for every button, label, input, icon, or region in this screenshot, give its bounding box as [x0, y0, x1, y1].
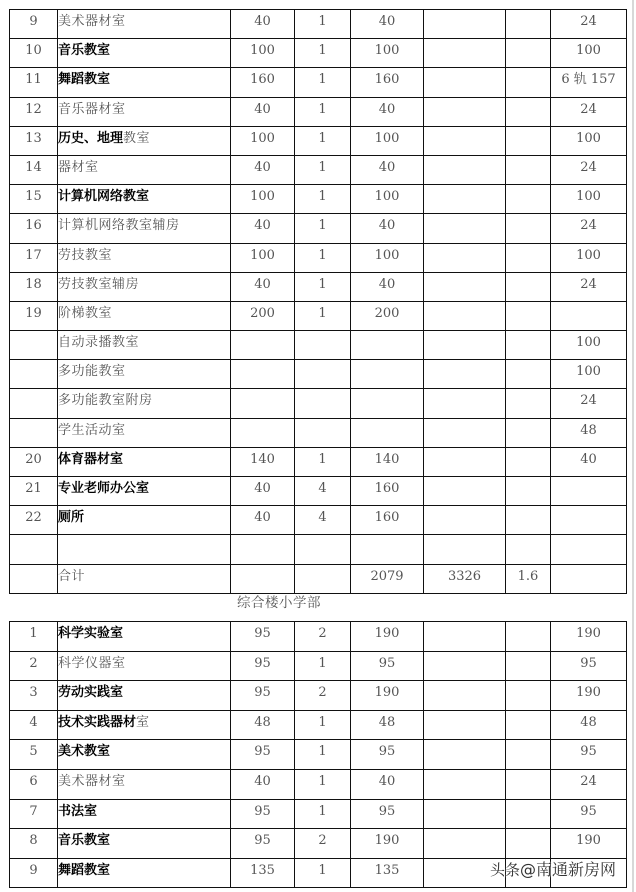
column-7-cell: 100 — [551, 39, 627, 68]
unit-area-cell: 160 — [231, 68, 295, 97]
table-row — [10, 39, 627, 68]
bold-text: 科学实验室 — [58, 626, 124, 641]
column-5-cell — [424, 360, 506, 389]
room-count-cell: 1 — [295, 447, 351, 476]
unit-area-cell: 40 — [231, 97, 295, 126]
bold-text: 音乐教室 — [58, 43, 111, 59]
total-area-cell: 100 — [351, 126, 424, 155]
column-5-cell: 3326 — [424, 564, 506, 593]
row-number-cell: 6 — [10, 769, 58, 799]
column-7-cell: 24 — [551, 272, 627, 301]
room-count-cell: 1 — [295, 214, 351, 243]
table-row — [10, 477, 627, 506]
row-number-cell: 5 — [10, 740, 58, 770]
column-7-cell: 24 — [551, 389, 627, 418]
column-7-cell — [551, 506, 627, 535]
table-row — [10, 214, 627, 243]
column-7-cell: 95 — [551, 740, 627, 770]
column-5-cell — [424, 243, 506, 272]
bold-text: 舞蹈教室 — [58, 862, 111, 878]
room-name-cell — [58, 301, 231, 330]
room-name-cell — [58, 651, 231, 681]
plain-text: 多功能教室 — [58, 364, 126, 380]
column-5-cell — [424, 389, 506, 418]
table-row — [10, 769, 627, 799]
room-count-cell — [295, 535, 351, 564]
plain-text: 阶梯教室 — [58, 305, 113, 321]
column-6-cell — [506, 272, 551, 301]
total-area-cell — [351, 418, 424, 447]
bold-text: 厕所 — [58, 510, 85, 526]
plain-text: 器材室 — [58, 159, 99, 175]
column-6-cell — [506, 97, 551, 126]
room-name-cell — [58, 681, 231, 711]
room-name-cell — [58, 829, 231, 859]
row-number-cell: 22 — [10, 506, 58, 535]
room-count-cell: 1 — [295, 97, 351, 126]
column-5-cell — [424, 418, 506, 447]
table-row — [10, 564, 627, 593]
total-area-cell: 190 — [351, 829, 424, 859]
unit-area-cell: 48 — [231, 710, 295, 740]
room-count-cell: 1 — [295, 243, 351, 272]
unit-area-cell: 100 — [231, 243, 295, 272]
column-7-cell — [551, 564, 627, 593]
total-area-cell: 135 — [351, 858, 424, 888]
column-6-cell — [506, 799, 551, 829]
plain-text: 美术器材室 — [58, 14, 126, 29]
room-count-cell: 1 — [295, 68, 351, 97]
row-number-cell — [10, 535, 58, 564]
room-count-cell: 2 — [295, 681, 351, 711]
unit-area-cell — [231, 564, 295, 593]
bold-text: 体育器材室 — [58, 451, 124, 467]
column-7-cell: 24 — [551, 155, 627, 184]
classroom-table-primary — [9, 621, 627, 888]
room-name-cell — [58, 360, 231, 389]
column-6-cell — [506, 155, 551, 184]
plain-text: 自动录播教室 — [58, 335, 140, 351]
column-5-cell — [424, 447, 506, 476]
total-area-cell: 95 — [351, 740, 424, 770]
room-name-cell — [58, 155, 231, 184]
room-name-cell — [58, 68, 231, 97]
room-count-cell — [295, 360, 351, 389]
column-6-cell — [506, 39, 551, 68]
row-number-cell: 10 — [10, 39, 58, 68]
column-5-cell — [424, 799, 506, 829]
column-5-cell — [424, 651, 506, 681]
plain-text: 多功能教室附房 — [58, 393, 153, 409]
room-count-cell: 1 — [295, 740, 351, 770]
room-count-cell: 1 — [295, 710, 351, 740]
unit-area-cell: 95 — [231, 829, 295, 859]
room-count-cell: 1 — [295, 126, 351, 155]
column-5-cell — [424, 681, 506, 711]
column-5-cell — [424, 535, 506, 564]
table-row — [10, 243, 627, 272]
column-7-cell: 48 — [551, 710, 627, 740]
column-5-cell — [424, 829, 506, 859]
column-6-cell — [506, 622, 551, 652]
unit-area-cell — [231, 535, 295, 564]
column-5-cell — [424, 331, 506, 360]
unit-area-cell: 40 — [231, 10, 295, 39]
total-area-cell: 160 — [351, 506, 424, 535]
total-area-cell: 40 — [351, 272, 424, 301]
table-row — [10, 622, 627, 652]
column-5-cell — [424, 185, 506, 214]
unit-area-cell: 135 — [231, 858, 295, 888]
room-count-cell: 1 — [295, 858, 351, 888]
row-number-cell: 8 — [10, 829, 58, 859]
row-number-cell: 12 — [10, 97, 58, 126]
table-row — [10, 799, 627, 829]
table-row — [10, 651, 627, 681]
room-count-cell: 2 — [295, 829, 351, 859]
column-5-cell — [424, 155, 506, 184]
room-name-cell — [58, 389, 231, 418]
unit-area-cell: 40 — [231, 506, 295, 535]
table-row — [10, 10, 627, 39]
column-7-cell: 100 — [551, 185, 627, 214]
column-5-cell — [424, 39, 506, 68]
total-area-cell: 48 — [351, 710, 424, 740]
room-count-cell: 1 — [295, 155, 351, 184]
column-7-cell: 100 — [551, 360, 627, 389]
plain-text: 音乐器材室 — [58, 101, 126, 117]
bold-text: 舞蹈教室 — [58, 72, 111, 88]
room-name-cell — [58, 331, 231, 360]
column-6-cell — [506, 243, 551, 272]
row-number-cell: 7 — [10, 799, 58, 829]
table-row — [10, 97, 627, 126]
unit-area-cell: 40 — [231, 477, 295, 506]
row-number-cell: 20 — [10, 447, 58, 476]
column-7-cell — [551, 535, 627, 564]
column-5-cell — [424, 214, 506, 243]
unit-area-cell: 95 — [231, 622, 295, 652]
total-area-cell — [351, 360, 424, 389]
unit-area-cell: 100 — [231, 39, 295, 68]
column-5-cell — [424, 68, 506, 97]
row-number-cell — [10, 360, 58, 389]
total-area-cell: 160 — [351, 477, 424, 506]
room-count-cell: 4 — [295, 477, 351, 506]
unit-area-cell: 95 — [231, 740, 295, 770]
total-area-cell: 40 — [351, 155, 424, 184]
plain-text: 室 — [136, 714, 150, 730]
total-area-cell: 95 — [351, 651, 424, 681]
column-5-cell — [424, 477, 506, 506]
table-row — [10, 447, 627, 476]
total-area-cell: 40 — [351, 214, 424, 243]
room-name-cell — [58, 214, 231, 243]
column-6-cell — [506, 447, 551, 476]
room-name-cell — [58, 506, 231, 535]
column-7-cell: 190 — [551, 681, 627, 711]
row-number-cell: 2 — [10, 651, 58, 681]
column-7-cell: 100 — [551, 331, 627, 360]
column-6-cell — [506, 535, 551, 564]
classroom-table-upper — [9, 9, 627, 594]
table-row — [10, 301, 627, 330]
total-area-cell: 40 — [351, 769, 424, 799]
table-row — [10, 126, 627, 155]
room-name-cell — [58, 126, 231, 155]
watermark — [490, 857, 616, 880]
column-7-cell: 95 — [551, 799, 627, 829]
room-name-cell — [58, 243, 231, 272]
table-row — [10, 272, 627, 301]
table-row — [10, 535, 627, 564]
column-7-cell: 100 — [551, 243, 627, 272]
row-number-cell: 11 — [10, 68, 58, 97]
column-6-cell — [506, 829, 551, 859]
table-row — [10, 418, 627, 447]
room-count-cell: 1 — [295, 651, 351, 681]
row-number-cell: 21 — [10, 477, 58, 506]
table-row — [10, 331, 627, 360]
room-count-cell: 1 — [295, 799, 351, 829]
unit-area-cell — [231, 418, 295, 447]
room-count-cell: 1 — [295, 301, 351, 330]
bold-text: 美术教室 — [58, 744, 111, 760]
total-area-cell: 95 — [351, 799, 424, 829]
room-count-cell: 4 — [295, 506, 351, 535]
column-6-cell — [506, 389, 551, 418]
row-number-cell — [10, 418, 58, 447]
total-area-cell: 100 — [351, 243, 424, 272]
table-row — [10, 155, 627, 184]
row-number-cell: 17 — [10, 243, 58, 272]
row-number-cell: 19 — [10, 301, 58, 330]
table-row — [10, 740, 627, 770]
column-5-cell — [424, 710, 506, 740]
room-count-cell: 1 — [295, 39, 351, 68]
plain-text: 计算机网络教室辅房 — [58, 218, 180, 234]
room-name-cell — [58, 535, 231, 564]
column-5-cell — [424, 622, 506, 652]
plain-text: 科学仪器室 — [58, 655, 126, 671]
column-7-cell — [551, 477, 627, 506]
column-5-cell — [424, 740, 506, 770]
plain-text: 美术器材室 — [58, 773, 126, 789]
total-area-cell: 200 — [351, 301, 424, 330]
table-body — [10, 10, 627, 594]
room-name-cell — [58, 564, 231, 593]
unit-area-cell: 95 — [231, 651, 295, 681]
column-5-cell — [424, 506, 506, 535]
total-area-cell — [351, 535, 424, 564]
bold-text: 计算机网络教室 — [58, 189, 150, 205]
room-count-cell: 2 — [295, 622, 351, 652]
room-count-cell — [295, 389, 351, 418]
table-row — [10, 506, 627, 535]
room-name-cell — [58, 97, 231, 126]
row-number-cell — [10, 331, 58, 360]
column-5-cell — [424, 97, 506, 126]
row-number-cell: 1 — [10, 622, 58, 652]
watermark-prefix: 头条 — [490, 861, 521, 879]
room-name-cell — [58, 185, 231, 214]
total-area-cell: 160 — [351, 68, 424, 97]
total-area-cell: 190 — [351, 622, 424, 652]
total-area-cell: 2079 — [351, 564, 424, 593]
column-5-cell — [424, 126, 506, 155]
total-area-cell: 100 — [351, 39, 424, 68]
watermark-handle: @南通新房网 — [520, 860, 617, 879]
row-number-cell: 13 — [10, 126, 58, 155]
room-name-cell — [58, 10, 231, 39]
column-6-cell: 1.6 — [506, 564, 551, 593]
room-count-cell: 1 — [295, 10, 351, 39]
column-6-cell — [506, 651, 551, 681]
page-edge — [632, 0, 634, 892]
total-area-cell: 140 — [351, 447, 424, 476]
column-6-cell — [506, 477, 551, 506]
bold-text: 音乐教室 — [58, 833, 111, 849]
plain-text: 学生活动室 — [58, 422, 126, 438]
table-row — [10, 360, 627, 389]
room-name-cell — [58, 39, 231, 68]
total-area-cell — [351, 389, 424, 418]
room-name-cell — [58, 477, 231, 506]
column-6-cell — [506, 10, 551, 39]
unit-area-cell — [231, 389, 295, 418]
column-6-cell — [506, 740, 551, 770]
column-6-cell — [506, 769, 551, 799]
unit-area-cell — [231, 360, 295, 389]
row-number-cell — [10, 564, 58, 593]
row-number-cell: 4 — [10, 710, 58, 740]
column-7-cell: 95 — [551, 651, 627, 681]
column-7-cell: 100 — [551, 126, 627, 155]
column-7-cell: 190 — [551, 622, 627, 652]
room-count-cell — [295, 331, 351, 360]
table-row — [10, 68, 627, 97]
plain-text: 劳技教室 — [58, 247, 113, 263]
column-7-cell: 24 — [551, 769, 627, 799]
room-name-cell — [58, 799, 231, 829]
room-name-cell — [58, 769, 231, 799]
unit-area-cell: 95 — [231, 799, 295, 829]
plain-text: 劳技教室辅房 — [58, 276, 140, 292]
bold-text: 历史、地理 — [58, 130, 124, 146]
column-7-cell: 48 — [551, 418, 627, 447]
room-count-cell: 1 — [295, 185, 351, 214]
column-6-cell — [506, 185, 551, 214]
column-7-cell: 6 轨 157 — [551, 68, 627, 97]
bold-text: 专业老师办公室 — [58, 481, 150, 496]
room-name-cell — [58, 272, 231, 301]
unit-area-cell: 100 — [231, 126, 295, 155]
table-row — [10, 389, 627, 418]
column-6-cell — [506, 710, 551, 740]
plain-text: 合计 — [58, 568, 86, 584]
room-count-cell: 1 — [295, 272, 351, 301]
unit-area-cell: 200 — [231, 301, 295, 330]
table-row — [10, 710, 627, 740]
unit-area-cell: 40 — [231, 769, 295, 799]
column-5-cell — [424, 10, 506, 39]
total-area-cell: 190 — [351, 681, 424, 711]
room-count-cell: 1 — [295, 769, 351, 799]
column-6-cell — [506, 681, 551, 711]
column-6-cell — [506, 418, 551, 447]
total-area-cell: 40 — [351, 97, 424, 126]
table-body — [10, 622, 627, 888]
column-6-cell — [506, 126, 551, 155]
row-number-cell: 18 — [10, 272, 58, 301]
row-number-cell: 16 — [10, 214, 58, 243]
row-number-cell: 9 — [10, 10, 58, 39]
room-name-cell — [58, 447, 231, 476]
unit-area-cell: 95 — [231, 681, 295, 711]
room-name-cell — [58, 710, 231, 740]
table-row — [10, 681, 627, 711]
column-6-cell — [506, 68, 551, 97]
row-number-cell: 9 — [10, 858, 58, 888]
bold-text: 劳动实践室 — [58, 685, 124, 701]
unit-area-cell: 40 — [231, 272, 295, 301]
bold-text: 技术实践器材 — [58, 714, 137, 730]
unit-area-cell: 140 — [231, 447, 295, 476]
total-area-cell — [351, 331, 424, 360]
total-area-cell: 100 — [351, 185, 424, 214]
unit-area-cell: 40 — [231, 214, 295, 243]
column-7-cell: 24 — [551, 97, 627, 126]
table-row — [10, 829, 627, 859]
column-5-cell — [424, 272, 506, 301]
unit-area-cell: 40 — [231, 155, 295, 184]
column-7-cell — [551, 301, 627, 330]
column-6-cell — [506, 301, 551, 330]
column-6-cell — [506, 214, 551, 243]
column-7-cell: 40 — [551, 447, 627, 476]
room-name-cell — [58, 740, 231, 770]
room-count-cell — [295, 418, 351, 447]
column-7-cell: 24 — [551, 10, 627, 39]
room-name-cell — [58, 418, 231, 447]
section-caption: 综合楼小学部 — [237, 595, 321, 611]
row-number-cell — [10, 389, 58, 418]
row-number-cell: 15 — [10, 185, 58, 214]
room-name-cell — [58, 858, 231, 888]
table-row — [10, 185, 627, 214]
plain-text: 教室 — [123, 130, 151, 146]
bold-text: 书法室 — [58, 803, 98, 819]
column-5-cell — [424, 769, 506, 799]
total-area-cell: 40 — [351, 10, 424, 39]
room-name-cell — [58, 622, 231, 652]
room-count-cell — [295, 564, 351, 593]
unit-area-cell: 100 — [231, 185, 295, 214]
column-5-cell — [424, 301, 506, 330]
column-7-cell: 190 — [551, 829, 627, 859]
column-7-cell: 24 — [551, 214, 627, 243]
column-6-cell — [506, 506, 551, 535]
column-6-cell — [506, 331, 551, 360]
row-number-cell: 3 — [10, 681, 58, 711]
column-6-cell — [506, 360, 551, 389]
row-number-cell: 14 — [10, 155, 58, 184]
unit-area-cell — [231, 331, 295, 360]
